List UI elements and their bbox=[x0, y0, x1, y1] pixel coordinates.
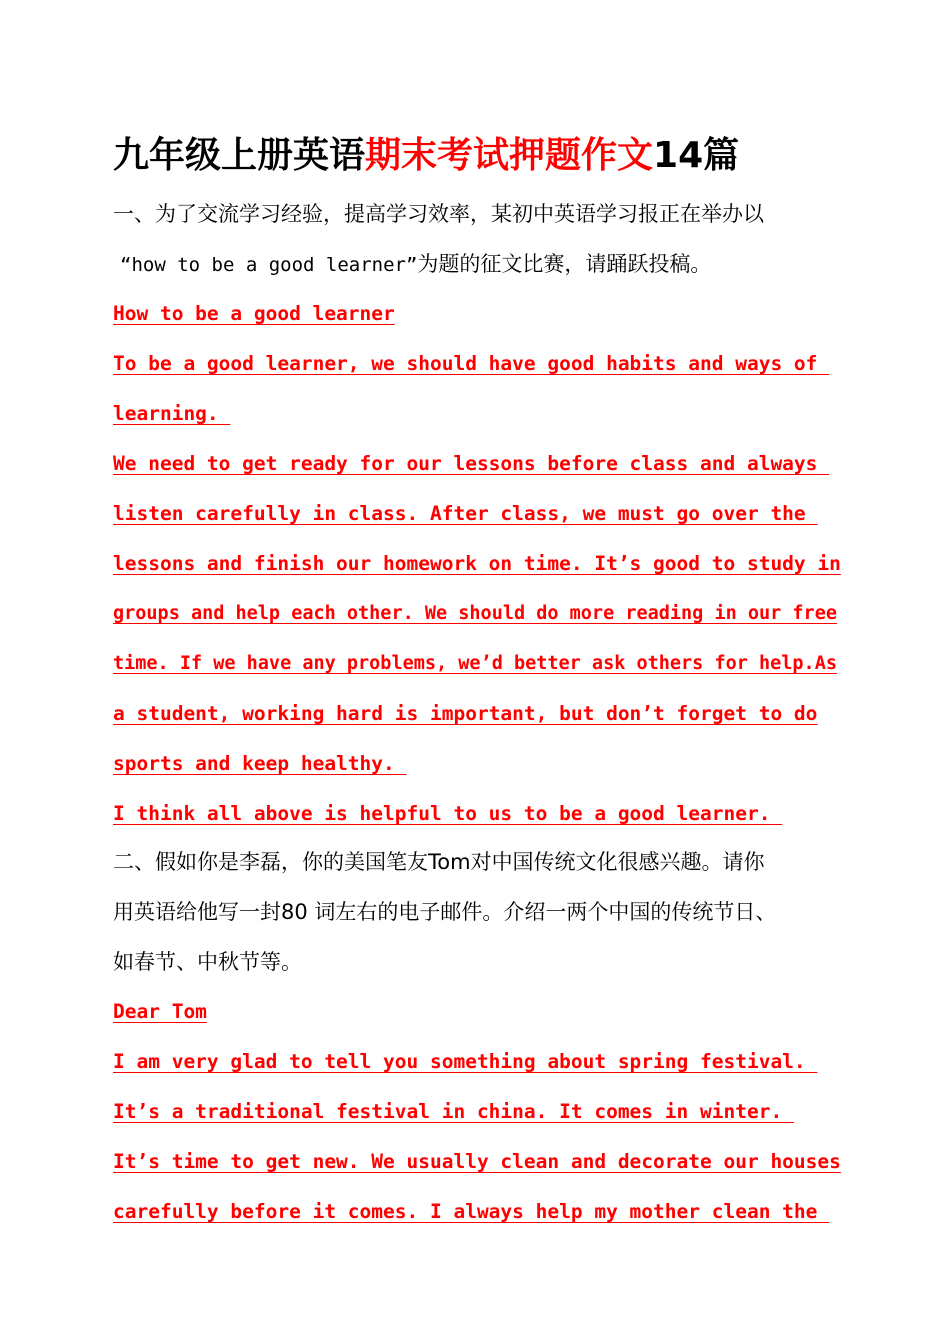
task1-quoted-title: “how to be a good learner” bbox=[120, 254, 418, 276]
essay1-line: To be a good learner, we should have good habits and ways of bbox=[113, 352, 830, 375]
essay1-title: How to be a good learner bbox=[113, 302, 395, 325]
task1-prompt-line2 bbox=[120, 247, 711, 281]
title-count-part: 14篇 bbox=[653, 135, 740, 176]
task1-prompt-rest: 为题的征文比赛，请踊跃投稿。 bbox=[417, 252, 712, 276]
task1-prompt-line1: 一、为了交流学习经验，提高学习效率，某初中英语学习报正在举办以 bbox=[113, 202, 764, 226]
essay1-line: I think all above is helpful to us to be a good learner. bbox=[113, 802, 783, 825]
essay2-line: I am very glad to tell you something about spring festival. bbox=[113, 1050, 818, 1073]
essay1-line: lessons and finish our homework on time. It’s good to study in bbox=[113, 552, 841, 575]
essay2-greeting: Dear Tom bbox=[113, 1000, 207, 1023]
essay1-line: listen carefully in class. After class, we must go over the bbox=[113, 502, 818, 525]
essay1-line: We need to get ready for our lessons before class and always bbox=[113, 452, 830, 475]
essay1-line: sports and keep healthy. bbox=[113, 752, 407, 775]
essay1-line: time. If we have any problems, we’d better ask others for help.As bbox=[113, 653, 837, 674]
essay1-line: groups and help each other. We should do more reading in our free bbox=[113, 603, 837, 624]
task2-prompt-line3: 如春节、中秋节等。 bbox=[113, 950, 302, 974]
essay2-line: carefully before it comes. I always help my mother clean the bbox=[113, 1200, 830, 1223]
title-red-part: 期末考试押题作文 bbox=[365, 135, 654, 176]
essay1-line: learning. bbox=[113, 402, 231, 425]
page-title bbox=[113, 126, 873, 186]
title-black-part: 九年级上册英语 bbox=[113, 135, 366, 176]
task2-prompt-line1: 二、假如你是李磊，你的美国笔友Tom对中国传统文化很感兴趣。请你 bbox=[113, 850, 765, 874]
task2-prompt-line2: 用英语给他写一封80 词左右的电子邮件。介绍一两个中国的传统节日、 bbox=[113, 900, 777, 924]
essay1-line: a student, working hard is important, but don’t forget to do bbox=[113, 702, 818, 725]
essay2-line: It’s time to get new. We usually clean and decorate our houses bbox=[113, 1150, 841, 1173]
essay2-line: It’s a traditional festival in china. It comes in winter. bbox=[113, 1100, 794, 1123]
